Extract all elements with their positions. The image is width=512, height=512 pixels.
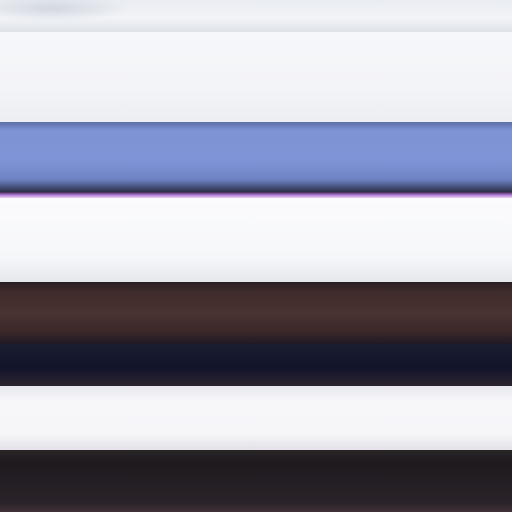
bottom-dark-band: [0, 450, 512, 512]
brown-band: [0, 282, 512, 344]
navy-band: [0, 344, 512, 386]
light-glint: [0, 0, 130, 22]
blue-band: [0, 122, 512, 192]
lower-white-band: [0, 386, 512, 450]
top-white-band: [0, 32, 512, 122]
top-glare-band: [0, 0, 512, 32]
middle-white-band: [0, 198, 512, 282]
